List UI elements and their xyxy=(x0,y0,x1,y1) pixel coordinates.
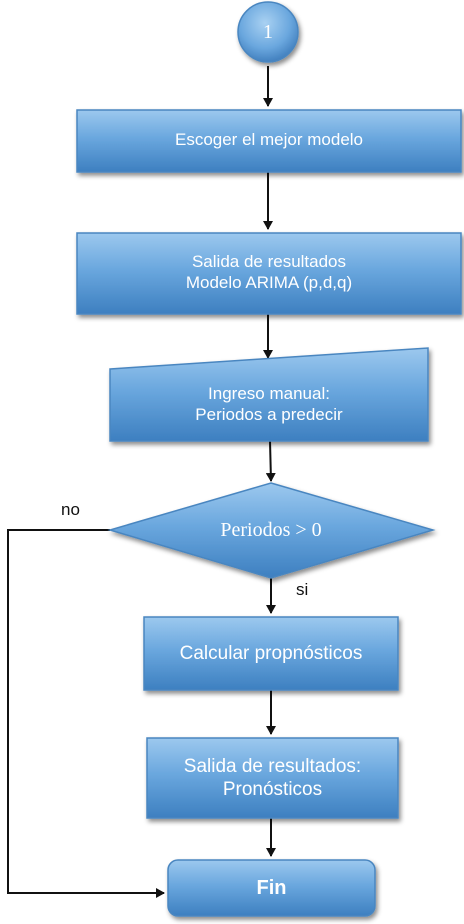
connector-text: 1 xyxy=(263,20,273,43)
process-results-output xyxy=(77,233,461,314)
process-calculate xyxy=(144,617,398,690)
results-output-line2: Modelo ARIMA (p,d,q) xyxy=(185,273,353,292)
forecast-output-line2: Pronósticos xyxy=(222,779,323,800)
edge-input-to-decision xyxy=(270,441,271,481)
manual-input-line2: Periodos a predecir xyxy=(195,405,343,424)
connector-circle xyxy=(238,2,298,62)
process-choose-model xyxy=(77,110,461,172)
decision-diamond xyxy=(110,483,433,578)
results-output-line1: Salida de resultados xyxy=(191,252,347,272)
process-forecast-output xyxy=(147,738,398,818)
choose-model-text: Escoger el mejor modelo xyxy=(174,129,364,149)
calculate-text: Calcular propnósticos xyxy=(179,642,363,664)
manual-input-shape xyxy=(110,348,428,441)
manual-input-line1: Ingreso manual: xyxy=(208,384,330,404)
decision-text: Periodos > 0 xyxy=(220,518,322,541)
forecast-output-line1: Salida de resultados: xyxy=(183,755,362,777)
edge-label-yes: si xyxy=(296,580,309,599)
terminator-end xyxy=(168,860,375,916)
edge-label-no: no xyxy=(61,500,80,519)
end-text: Fin xyxy=(256,876,287,899)
edge-decision-no xyxy=(8,530,164,893)
